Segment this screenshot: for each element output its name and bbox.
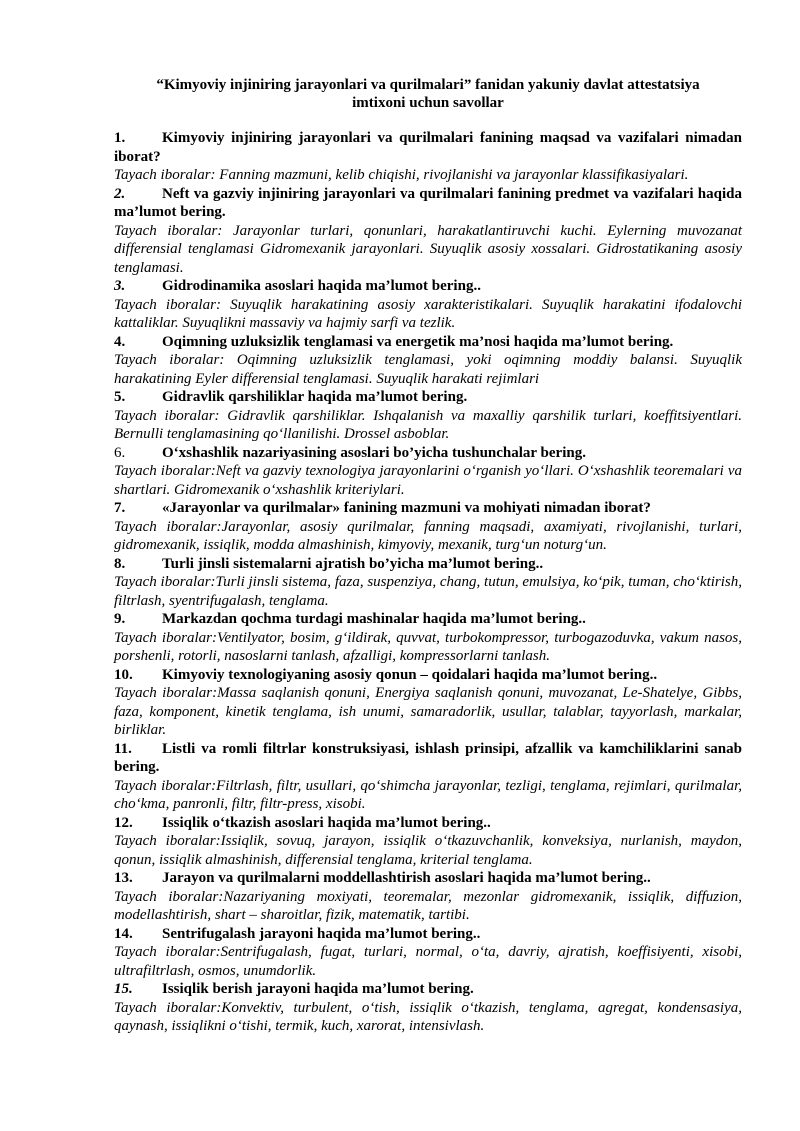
key-phrases: Tayach iboralar:Filtrlash, filtr, usullari, qo‘shimcha jarayonlar, tezligi, tenglama, rejimlari, qurilmalar, cho‘kma, panronli, filtr, filtr-press, xisobi. <box>114 777 742 812</box>
question-item-8 <box>114 555 742 611</box>
key-phrases: Tayach iboralar:Ventilyator, bosim, g‘ildirak, quvvat, turbokompressor, turbogazoduvka, vakum nasos, porshenli, rotorli, nasoslarni tanlash, afzalligi, kompressorlarni tanlash. <box>114 629 742 664</box>
question-item-11 <box>114 740 742 814</box>
question-item-15 <box>114 980 742 1036</box>
question-text: Markazdan qochma turdagi mashinalar haqida ma’lumot bering.. <box>162 611 586 627</box>
key-phrases: Tayach iboralar: Suyuqlik harakatining asosiy xarakteristikalari. Suyuqlik harakatini ifodalovchi kattaliklar. Suyuqlikni massaviy va hajmiy sarfi va tezlik. <box>114 296 742 331</box>
question-1 <box>114 129 742 166</box>
question-text: «Jarayonlar va qurilmalar» fanining mazmuni va mohiyati nimadan iborat? <box>162 500 651 516</box>
question-number: 2. <box>114 185 126 202</box>
question-14 <box>114 925 742 944</box>
key-phrases: Tayach iboralar:Massa saqlanish qonuni, Energiya saqlanish qonuni, muvozanat, Le-Shatelye, Gibbs, faza, komponent, kinetik tenglama, ish unumi, samaradorlik, usullar, talablar, tayyorlash, markalar, birliklar. <box>114 685 742 738</box>
question-number: 13. <box>114 870 133 886</box>
question-item-6 <box>114 444 742 500</box>
question-3 <box>114 277 742 296</box>
question-number: 11. <box>114 740 132 757</box>
question-number: 14. <box>114 925 133 942</box>
question-item-5 <box>114 388 742 444</box>
key-phrases: Tayach iboralar:Jarayonlar, asosiy qurilmalar, fanning maqsadi, axamiyati, rivojlanishi, turlari, gidromexanik, issiqlik, modda almashinish, kimyoviy, mexanik, turg‘un noturg‘un. <box>114 518 742 553</box>
question-text: Kimyoviy injiniring jarayonlari va qurilmalari fanining maqsad va vazifalari nimadan iborat? <box>114 130 742 165</box>
title-line-1: “Kimyoviy injiniring jarayonlari va qurilmalari” fanidan yakuniy davlat attestatsiya <box>156 77 700 93</box>
question-5 <box>114 388 742 407</box>
question-item-3 <box>114 277 742 333</box>
question-text: Jarayon va qurilmalarni moddellashtirish asoslari haqida ma’lumot bering.. <box>162 870 651 886</box>
question-11 <box>114 740 742 777</box>
question-item-14 <box>114 925 742 981</box>
question-9 <box>114 610 742 629</box>
key-phrases: Tayach iboralar: Oqimning uzluksizlik tenglamasi, yoki oqimning moddiy balansi. Suyuqlik harakatining Eyler differensial tenglamasi. Suyuqlik harakati rejimlari <box>114 352 742 387</box>
question-item-9 <box>114 610 742 666</box>
question-number: 5. <box>114 389 126 405</box>
question-text: Sentrifugalash jarayoni haqida ma’lumot bering.. <box>162 925 481 942</box>
key-phrases: Tayach iboralar:Issiqlik, sovuq, jarayon, issiqlik o‘tkazuvchanlik, konveksiya, nurlanish, maydon, qonun, issiqlik almashinish, differensial tenglama, kriterial tenglama. <box>114 833 742 868</box>
question-number: 8. <box>114 555 126 572</box>
question-13 <box>114 869 742 888</box>
question-15 <box>114 980 742 999</box>
question-item-12 <box>114 814 742 870</box>
question-item-10 <box>114 666 742 740</box>
document-title <box>114 76 742 112</box>
question-item-1 <box>114 129 742 185</box>
document-page <box>114 76 742 1036</box>
question-number: 1. <box>114 130 126 146</box>
question-12 <box>114 814 742 833</box>
question-number: 12. <box>114 814 133 831</box>
key-phrases: Tayach iboralar: Gidravlik qarshiliklar. Ishqalanish va maxalliy qarshilik turlari, koeffitsiyentlari. Bernulli tenglamasining qo‘llanilishi. Drossel asboblar. <box>114 407 742 442</box>
key-phrases: Tayach iboralar:Turli jinsli sistema, faza, suspenziya, chang, tutun, emulsiya, ko‘pik, tuman, cho‘ktirish, filtrlash, syentrifugalash, tenglama. <box>114 574 742 609</box>
key-phrases: Tayach iboralar: Fanning mazmuni, kelib chiqishi, rivojlanishi va jarayonlar klassifikasiyalari. <box>114 167 689 183</box>
question-text: Kimyoviy texnologiyaning asosiy qonun – qoidalari haqida ma’lumot bering.. <box>162 666 658 683</box>
question-text: Gidravlik qarshiliklar haqida ma’lumot bering. <box>162 389 468 405</box>
question-number: 15. <box>114 981 133 997</box>
question-text: Oqimning uzluksizlik tenglamasi va energetik ma’nosi haqida ma’lumot bering. <box>162 333 674 350</box>
key-phrases: Tayach iboralar: Jarayonlar turlari, qonunlari, harakatlantiruvchi kuchi. Eylerning muvozanat differensial tenglamasi Gidromexanik jarayonlari. Suyuqlik asosiy xossalari. Gidrostatikaning asosiy tenglamasi. <box>114 222 742 276</box>
question-item-2 <box>114 185 742 278</box>
question-text: Listli va romli filtrlar konstruksiyasi, ishlash prinsipi, afzallik va kamchiliklarini sanab bering. <box>114 740 742 775</box>
question-text: Issiqlik berish jarayoni haqida ma’lumot bering. <box>162 981 474 997</box>
question-number: 4. <box>114 333 126 350</box>
question-4 <box>114 333 742 352</box>
question-text: Issiqlik o‘tkazish asoslari haqida ma’lumot bering.. <box>162 814 491 831</box>
key-phrases: Tayach iboralar:Nazariyaning moxiyati, teoremalar, mezonlar gidromexanik, issiqlik, diffuzion, modellashtirish, shart – sharoitlar, fizik, matematik, tartibi. <box>114 888 742 923</box>
question-item-7 <box>114 499 742 555</box>
question-number: 3. <box>114 278 126 294</box>
question-text: Neft va gazviy injiniring jarayonlari va qurilmalari fanining predmet va vazifalari haqida ma’lumot bering. <box>114 185 742 220</box>
question-2 <box>114 185 742 222</box>
question-6 <box>114 444 742 463</box>
question-8 <box>114 555 742 574</box>
question-10 <box>114 666 742 685</box>
key-phrases: Tayach iboralar:Neft va gazviy texnologiya jarayonlarini o‘rganish yo‘llari. O‘xshashlik teoremalari va shartlari. Gidromexanik o‘xshashlik kriteriylari. <box>114 463 742 498</box>
question-7 <box>114 499 742 518</box>
question-item-13 <box>114 869 742 925</box>
key-phrases: Tayach iboralar:Konvektiv, turbulent, o‘tish, issiqlik o‘tkazish, tenglama, agregat, kondensasiya, qaynash, issiqlikni o‘tishi, termik, kuch, xarorat, intensivlash. <box>114 999 742 1034</box>
question-text: Turli jinsli sistemalarni ajratish bo’yicha ma’lumot bering.. <box>162 555 544 572</box>
question-number: 10. <box>114 666 133 683</box>
question-number: 9. <box>114 611 126 627</box>
key-phrases: Tayach iboralar:Sentrifugalash, fugat, turlari, normal, o‘ta, davriy, ajratish, koeffisiyenti, xisobi, ultrafiltrlash, osmos, unumdorlik. <box>114 944 742 979</box>
question-text: O‘xshashlik nazariyasining asoslari bo’yicha tushunchalar bering. <box>162 444 586 461</box>
title-line-2: imtixoni uchun savollar <box>352 95 504 111</box>
question-item-4 <box>114 333 742 389</box>
question-text: Gidrodinamika asoslari haqida ma’lumot bering.. <box>162 278 481 294</box>
question-number: 6. <box>114 444 126 461</box>
question-number: 7. <box>114 500 126 516</box>
